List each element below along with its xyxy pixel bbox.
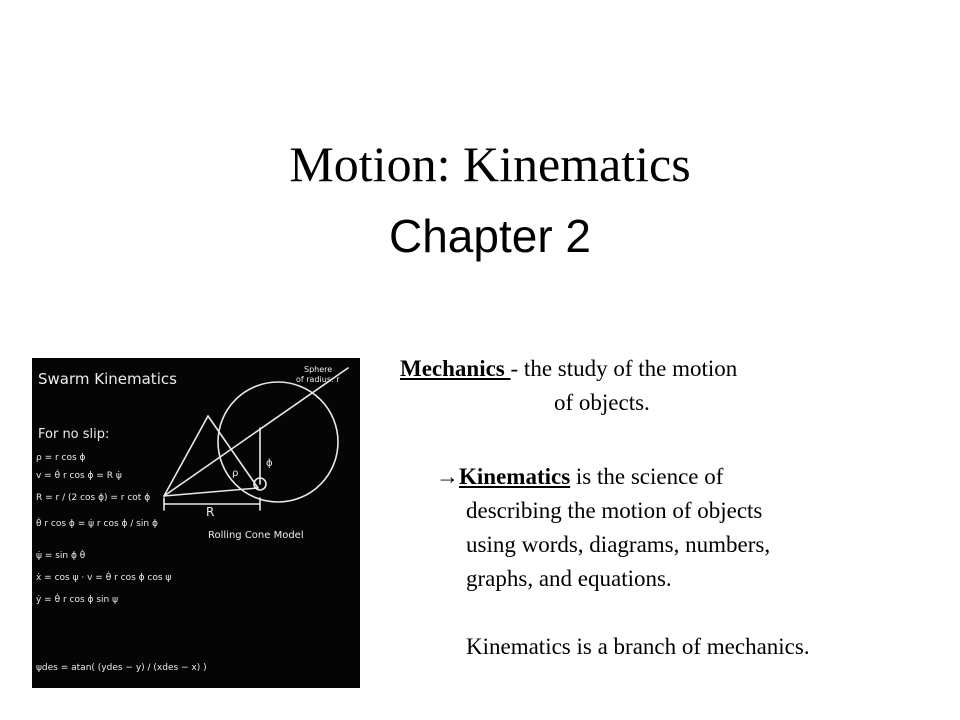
board-sphere-note-1: Sphere	[304, 365, 333, 374]
board-eq-3: R = r / (2 cos ϕ) = r cot ϕ	[36, 493, 151, 503]
title-line-1: Motion: Kinematics	[289, 136, 691, 192]
kinematics-branch: Kinematics is a branch of mechanics.	[466, 634, 810, 659]
spacer	[436, 596, 956, 630]
kinematics-text-1: is the science of	[570, 464, 724, 489]
mechanics-text-2: of objects.	[554, 390, 650, 415]
kinematics-definition	[436, 460, 956, 664]
blackboard-image	[32, 358, 360, 688]
blackboard-drawing	[32, 358, 360, 688]
board-model-label: Rolling Cone Model	[208, 530, 304, 541]
title-line-2: Chapter 2	[388, 210, 591, 262]
board-eq-2: v = θ̇ r cos ϕ = R ψ̇	[36, 471, 122, 481]
board-heading: Swarm Kinematics	[38, 370, 177, 388]
mechanics-term: Mechanics	[400, 356, 511, 381]
board-sphere-note-2: of radius: r	[296, 375, 340, 384]
kinematics-text-4: graphs, and equations.	[466, 566, 672, 591]
board-eq-4: θ̇ r cos ϕ = ψ̇ r cos ϕ / sin ϕ	[36, 519, 158, 529]
kinematics-text-3: using words, diagrams, numbers,	[466, 532, 771, 557]
board-eq-6: ẋ = cos ψ · v = θ̇ r cos ϕ cos ψ	[36, 573, 172, 583]
board-tangent-line	[164, 368, 348, 496]
kinematics-text-2: describing the motion of objects	[466, 498, 763, 523]
board-eq-8: ψdes = atan( (ydes − y) / (xdes − x) )	[36, 663, 207, 673]
mechanics-definition	[400, 352, 940, 420]
mechanics-text-1: - the study of the motion	[510, 356, 738, 381]
board-label-rho: ρ	[232, 468, 239, 479]
board-no-slip: For no slip:	[38, 427, 110, 442]
board-label-phi: ϕ	[266, 458, 273, 469]
board-eq-7: ẏ = θ̇ r cos ϕ sin ψ	[36, 595, 119, 605]
board-cone-left	[164, 416, 208, 496]
arrow-bullet-icon: →	[436, 464, 459, 489]
kinematics-term: Kinematics	[459, 464, 571, 489]
board-eq-1: ρ = r cos ϕ	[36, 453, 86, 463]
board-eq-5: ψ̇ = sin ϕ θ̇	[36, 551, 86, 561]
board-sphere	[218, 382, 338, 502]
board-label-R: R	[206, 505, 215, 519]
slide-title	[0, 128, 960, 272]
